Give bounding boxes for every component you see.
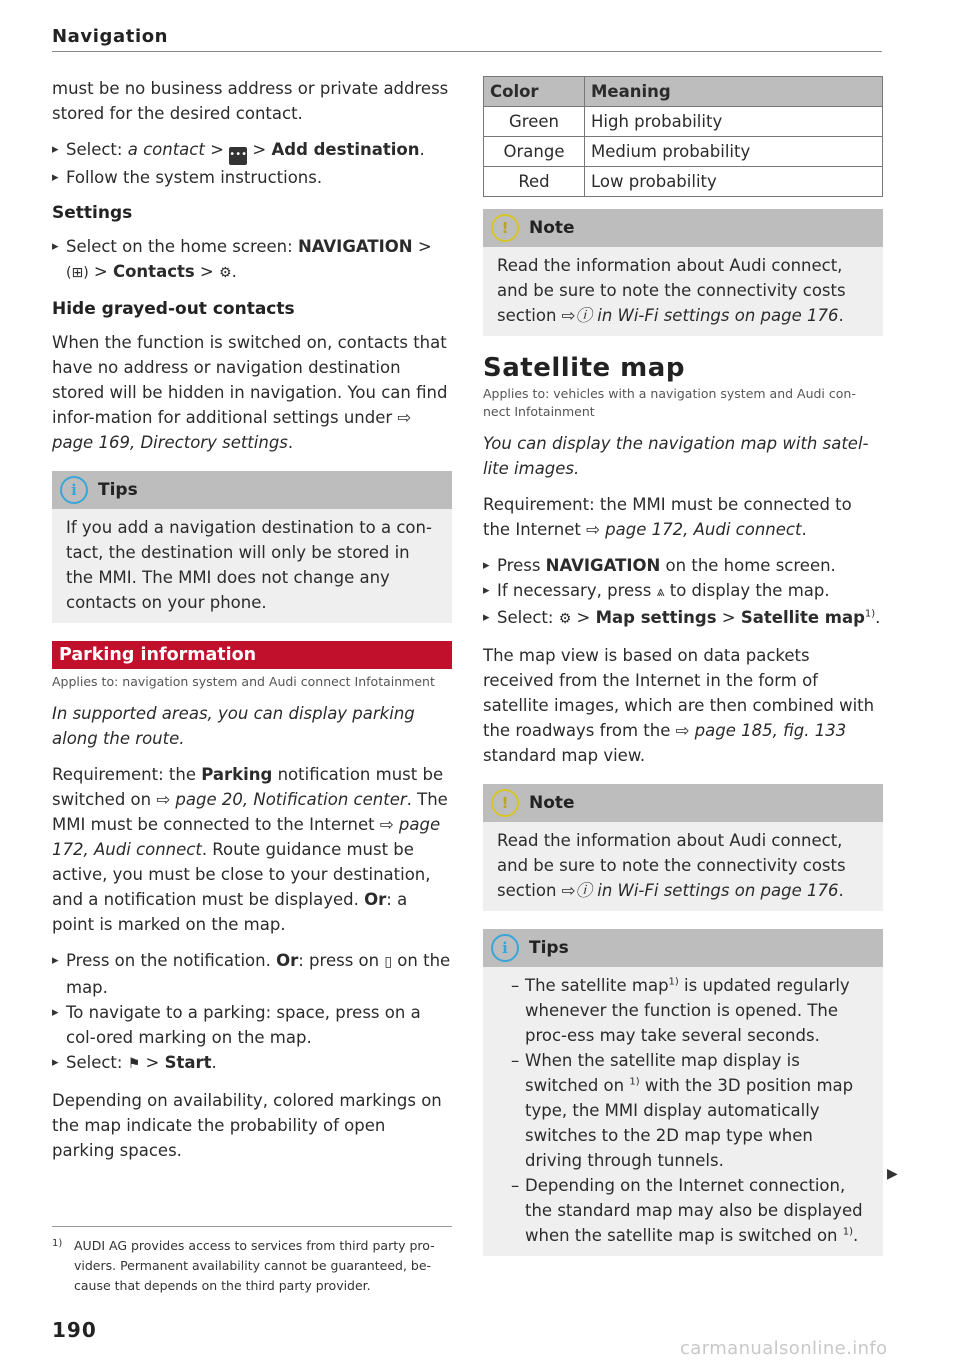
parking-icon: ▯	[384, 954, 393, 970]
paragraph: When the function is switched on, contacts that have no address or navigation destination stored will be hidden in navigation. You can find infor-mation for additional settings under ⇨ page 169, Directory settings.	[52, 333, 448, 452]
gear-icon: ⚙	[558, 611, 572, 627]
section-title-bar: Parking information	[52, 641, 452, 669]
page-reference: ⇨ page 185, fig. 133	[675, 721, 847, 740]
map-arrow-icon: ⩓	[656, 584, 665, 600]
page-reference: ⇨ page 20, Notification center	[156, 790, 407, 809]
page-header-title: Navigation	[52, 26, 169, 47]
step-list	[52, 234, 452, 286]
note-box	[483, 209, 883, 336]
tip-item: – When the satellite map display is switched on $^{1)}$ with the 3D position map type, the MMI display automatically switches to the 2D map type when driving through tunnels.	[497, 1048, 871, 1173]
page-reference: ⇨ⓘ in Wi-Fi settings on page 176	[561, 306, 839, 325]
footnote-marker: 1)	[864, 608, 876, 620]
paragraph: Requirement: the Parking notification must be switched on ⇨ page 20, Notification center. The MMI must be connected to the Internet ⇨ page 172, Audi connect. Route guidance must be active, you must be close to your destination, and a notification must be displayed. Or: a point is marked on the map.	[52, 765, 448, 934]
note-text: Read the information about Audi connect, and be sure to note the connectivity costs section ⇨ⓘ in Wi-Fi settings on page 176.	[497, 256, 846, 325]
table-header-cell: Color	[484, 77, 585, 107]
table-row	[484, 137, 883, 167]
page-reference: ⇨ page 169, Directory settings	[52, 408, 412, 452]
step-list	[52, 137, 452, 190]
step-item: ▸ Follow the system instructions.	[52, 165, 452, 190]
paragraph: Requirement: the MMI must be connected to the Internet ⇨ page 172, Audi connect.	[483, 495, 852, 539]
color-meaning-table	[483, 76, 883, 197]
table-header-row	[484, 77, 883, 107]
table-row	[484, 107, 883, 137]
intro-text: You can display the navigation map with satel-lite images.	[483, 434, 869, 478]
note-box	[483, 784, 883, 911]
paragraph: Depending on availability, colored markings on the map indicate the probability of open parking spaces.	[52, 1091, 442, 1160]
note-header: ! Note	[483, 209, 883, 247]
section-heading: Settings	[52, 203, 133, 223]
step-list	[52, 948, 452, 1077]
step-item: ▸ Select: a contact > ••• > Add destination.	[52, 137, 452, 165]
info-icon: i	[491, 934, 519, 962]
tips-header: i Tips	[483, 929, 883, 967]
step-item: ▸ If necessary, press ⩓ to display the map.	[483, 578, 883, 605]
paragraph: The map view is based on data packets received from the Internet in the form of satellite images, which are then combined with the roadways from the ⇨ page 185, fig. 133 standard map view.	[483, 646, 875, 765]
gear-icon: ⚙	[219, 265, 232, 281]
section-heading: Satellite map	[483, 353, 685, 383]
applies-to: Applies to: navigation system and Audi connect Infotainment	[52, 674, 435, 689]
table-cell: Medium probability	[585, 137, 883, 167]
step-item: ▸ Select: ⚙ > Map settings > Satellite map$^{1)}$.	[483, 605, 883, 632]
table-header-cell: Meaning	[585, 77, 883, 107]
note-header: ! Note	[483, 784, 883, 822]
step-list	[483, 553, 883, 632]
step-item: ▸ Select: ⚑ > Start.	[52, 1050, 452, 1077]
applies-to: Applies to: vehicles with a navigation system and Audi con-nect Infotainment	[483, 386, 856, 419]
footnote-text: AUDI AG provides access to services from third party pro-viders. Permanent availability cannot be guaranteed, be-cause that depends on the third party provider.	[74, 1238, 435, 1293]
step-item: ▸ To navigate to a parking: space, press on a col-ored marking on the map.	[52, 1000, 452, 1050]
page-reference: ⇨ page 172, Audi connect	[52, 815, 441, 859]
paragraph: must be no business address or private address stored for the desired contact.	[52, 79, 449, 123]
header-divider	[52, 51, 882, 52]
destination-flag-icon: ⚑	[127, 1056, 141, 1072]
right-column	[483, 76, 883, 1274]
table-cell: Red	[484, 167, 585, 197]
page-reference: ⇨ page 172, Audi connect	[586, 520, 802, 539]
tip-item: – The satellite map$^{1)}$ is updated regularly whenever the function is opened. The proc-ess may take several seconds.	[497, 973, 871, 1048]
step-item: ▸ Press NAVIGATION on the home screen.	[483, 553, 883, 578]
table-row	[484, 167, 883, 197]
footnote	[52, 1236, 452, 1296]
warning-icon: !	[491, 214, 519, 242]
continue-arrow-icon: ▶	[887, 1166, 898, 1182]
step-item: ▸ Press on the notification. Or: press on ▯ on the map.	[52, 948, 452, 1000]
tips-header: i Tips	[52, 471, 452, 509]
page-reference: ⇨ⓘ in Wi-Fi settings on page 176	[561, 881, 839, 900]
tips-text: If you add a navigation destination to a con-tact, the destination will only be stored in the MMI. The MMI does not change any contacts on your phone.	[66, 518, 432, 612]
directory-icon: (⊞)	[66, 265, 89, 281]
step-item: ▸ Select on the home screen: NAVIGATION > (⊞) > Contacts > ⚙.	[52, 234, 452, 286]
tip-item: – Depending on the Internet connection, the standard map may also be displayed when the satellite map is switched on $^{1)}$.	[497, 1173, 871, 1248]
table-cell: Green	[484, 107, 585, 137]
more-menu-icon: •••	[229, 147, 247, 165]
page-number: 190	[52, 1318, 97, 1342]
table-cell: Orange	[484, 137, 585, 167]
tips-text	[483, 967, 883, 1256]
footnote-divider	[52, 1226, 452, 1227]
watermark: carmanualsonline.info	[680, 1338, 888, 1359]
table-cell: High probability	[585, 107, 883, 137]
left-column	[52, 76, 452, 1174]
tips-box	[52, 471, 452, 623]
note-text: Read the information about Audi connect, and be sure to note the connectivity costs section ⇨ⓘ in Wi-Fi settings on page 176.	[497, 831, 846, 900]
warning-icon: !	[491, 789, 519, 817]
footnote-marker: 1)	[52, 1238, 63, 1249]
table-cell: Low probability	[585, 167, 883, 197]
intro-text: In supported areas, you can display parking along the route.	[52, 704, 415, 748]
tips-box	[483, 929, 883, 1256]
info-icon: i	[60, 476, 88, 504]
section-heading: Hide grayed-out contacts	[52, 299, 295, 319]
